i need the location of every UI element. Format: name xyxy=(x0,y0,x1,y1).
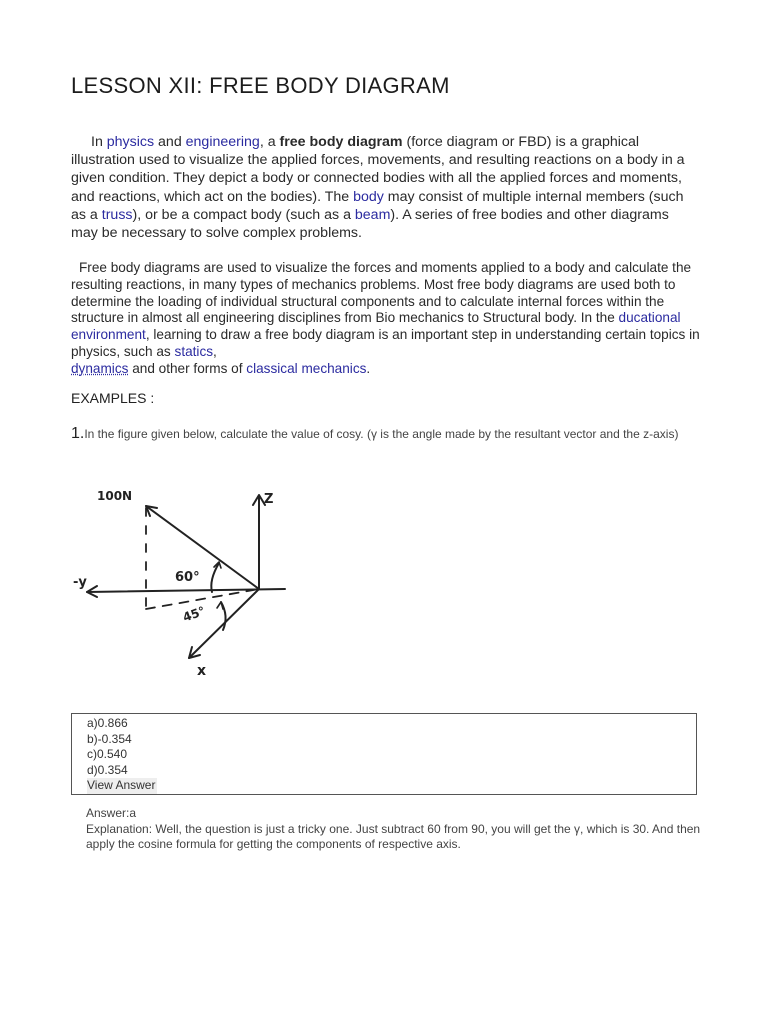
intro-paragraph xyxy=(71,133,699,242)
explanation-text: Explanation: Well, the question is just a tricky one. Just subtract 60 from 90, you will get the γ, which is 30. And then apply the cosine formula for getting the components of respective axis. xyxy=(86,821,701,851)
angle-60-arc xyxy=(211,563,219,592)
text-run: ), or be a compact body (such as a xyxy=(132,206,355,223)
question-text: In the figure given below, calculate the value of cosy. (γ is the angle made by the resultant vector and the z-axis) xyxy=(84,427,679,441)
second-paragraph xyxy=(71,260,703,378)
option-d[interactable]: d)0.354 xyxy=(87,762,128,777)
examples-heading: EXAMPLES : xyxy=(71,390,155,406)
force-label: 100N xyxy=(97,489,133,503)
text-run: Free body diagrams are used to visualize the forces and moments applied to a body and calculate the resulting reactions, in many types of mechanics problems. Most free body diagrams are used both to determine the loading of individual structural components and to calculate internal forces within the structure in almost all engineering disciplines from Bio mechanics to Structural body. In the xyxy=(71,260,692,326)
link-classical-mechanics[interactable]: classical mechanics xyxy=(246,360,367,376)
view-answer-button[interactable]: View Answer xyxy=(87,778,156,792)
angle-45-label: 45° xyxy=(180,603,208,625)
page-title: LESSON XII: FREE BODY DIAGRAM xyxy=(71,73,450,98)
text-run: . xyxy=(366,360,371,376)
text-run: may consist of multiple internal members (such as a xyxy=(71,188,684,223)
angle-45-arrowtip xyxy=(217,602,223,609)
answer-explanation xyxy=(86,806,701,853)
text-run: and xyxy=(154,134,186,150)
answer-line: Answer:a xyxy=(86,806,137,820)
bold-term: free body diagram xyxy=(279,134,403,150)
question-number: 1. xyxy=(71,425,85,442)
link-statics[interactable]: statics xyxy=(174,343,214,359)
text-run: In xyxy=(91,134,107,150)
link-beam[interactable]: beam xyxy=(354,206,391,223)
answer-options-box xyxy=(71,713,697,795)
x-label: x xyxy=(197,663,207,679)
text-run: (force diagram or FBD) is a graphical illustration used to visualize the applied forces, movements, and resulting reactions on a body in a given condition. They depict a body or connected bodies with all the applied forces and moments, and reactions, which act on the bodies). The xyxy=(71,134,685,205)
text-run: , a xyxy=(259,134,280,150)
angle-60-label: 60° xyxy=(175,570,200,585)
question-1 xyxy=(71,426,701,443)
link-body[interactable]: body xyxy=(353,188,384,205)
link-dynamics[interactable]: dynamics xyxy=(71,360,129,376)
link-educational-environment[interactable]: ducational environment xyxy=(71,310,681,343)
option-c[interactable]: c)0.540 xyxy=(87,747,128,761)
option-a[interactable]: a)0.866 xyxy=(87,716,128,730)
free-body-diagram-figure xyxy=(71,478,301,683)
text-run: ). A series of free bodies and other diagrams may be necessary to solve complex problems. xyxy=(71,206,669,242)
text-run: , learning to draw a free body diagram is an important step in understanding certain topics in physics, such as xyxy=(71,327,700,359)
text-run: , xyxy=(213,343,217,359)
z-label: Z xyxy=(264,492,274,507)
neg-y-label: -y xyxy=(73,575,87,590)
text-run: and other forms of xyxy=(128,360,247,376)
link-truss[interactable]: truss xyxy=(101,206,133,223)
force-vector xyxy=(146,506,259,589)
option-b[interactable]: b)-0.354 xyxy=(87,731,132,746)
link-engineering[interactable]: engineering xyxy=(185,134,260,150)
link-physics[interactable]: physics xyxy=(106,134,155,150)
